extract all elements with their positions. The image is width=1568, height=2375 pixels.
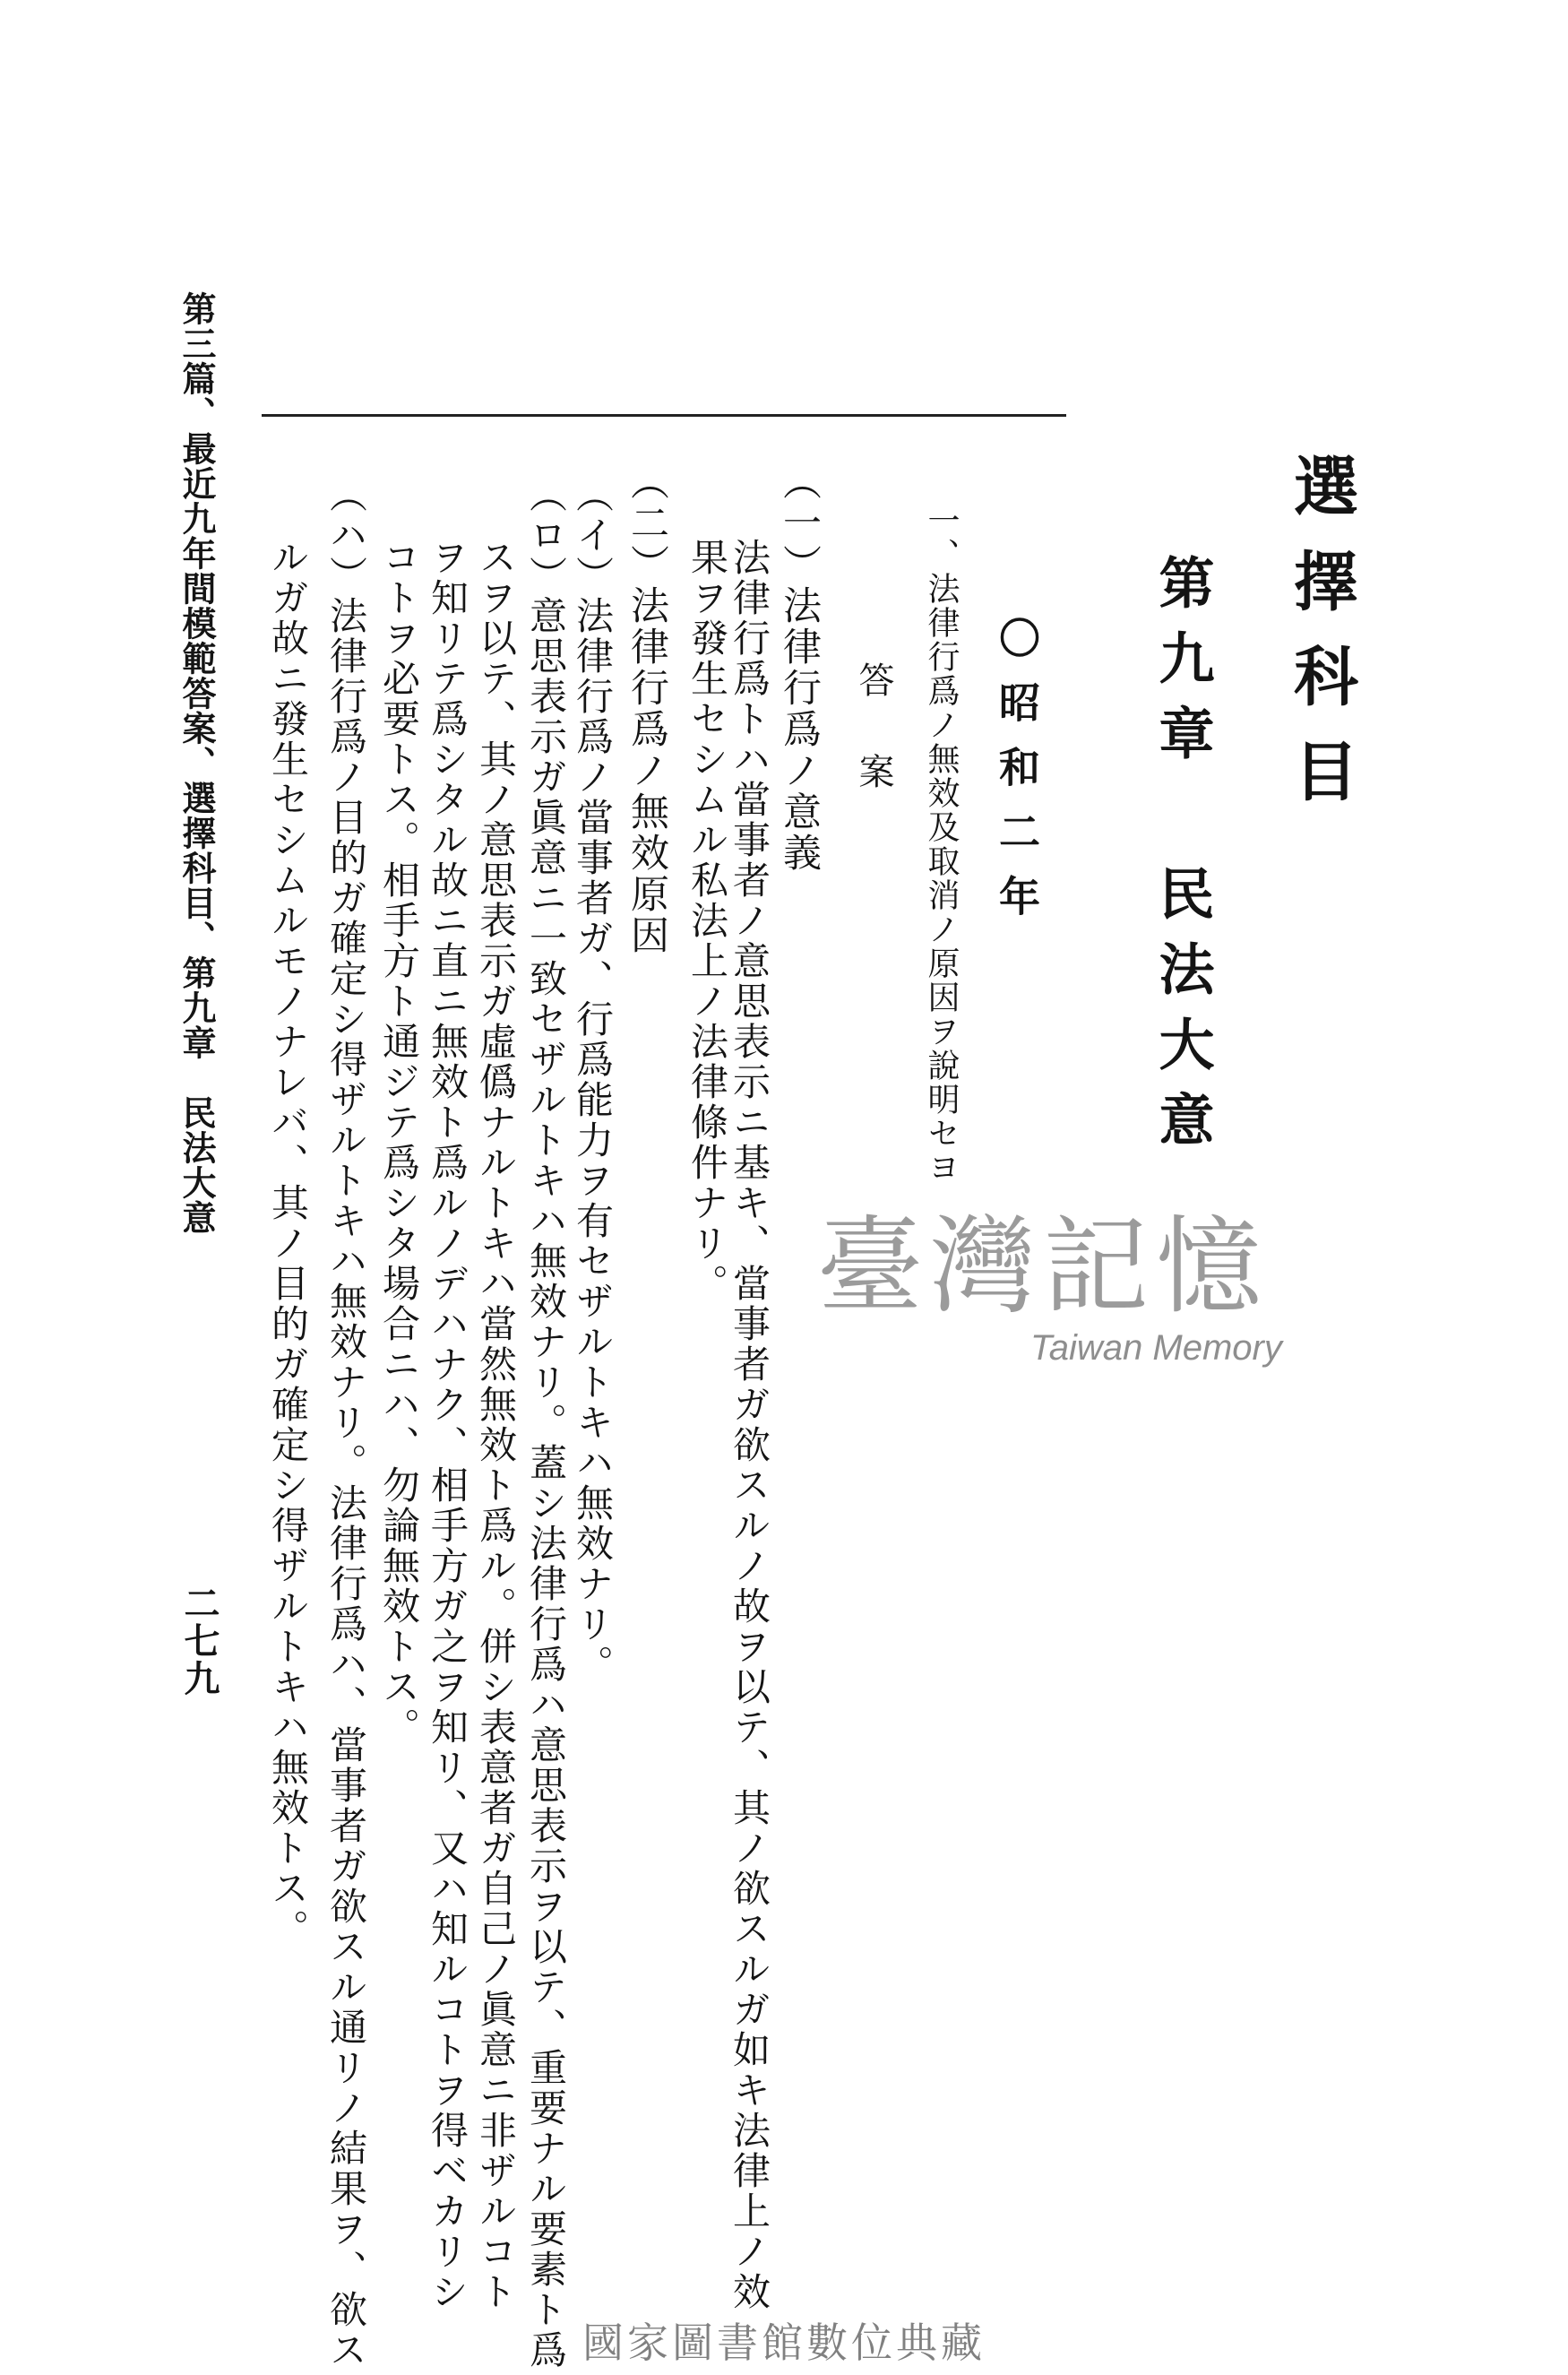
- exam-year: 〇昭和二年: [993, 617, 1041, 939]
- watermark-caption: Taiwan Memory: [1030, 1328, 1282, 1368]
- page-number: 二七九: [178, 1585, 220, 1697]
- item-ro-line-3: ヲ知リテ爲シタル故ニ直ニ無效ト爲ルノデハナク、相手方ガ之ヲ知リ、又ハ知ルコトヲ得ベカリシ: [426, 538, 470, 2312]
- paragraph-1-line-1: 法律行爲トハ當事者ノ意思表示ニ基キ、當事者ガ欲スルノ故ヲ以テ、其ノ欲スルガ如キ法律上ノ效: [728, 538, 771, 2312]
- footer-credit: 國家圖書館數位典藏: [582, 2319, 986, 2367]
- chapter-title: 第九章 民法大意: [1150, 554, 1215, 1166]
- paragraph-1-line-2: 果ヲ發生セシムル私法上ノ法律條件ナリ。: [685, 538, 729, 1304]
- item-ro-line-1: （ロ）意思表示ガ眞意ニ一致セザルトキハ無效ナリ。蓋シ法律行爲ハ意思表示ヲ以テ、重要ナル要素ト爲: [524, 475, 568, 2371]
- running-head: 第三篇、最近九年間模範答案、選擇科目、第九章 民法大意: [177, 291, 217, 1235]
- item-ha-line-1: （ハ）法律行爲ノ目的ガ確定シ得ザルトキハ無效ナリ。法律行爲ハ、當事者ガ欲スル通リノ結果ヲ、欲ス: [324, 475, 368, 2371]
- question: 一、法律行爲ノ無效及取消ノ原因ヲ說明セヨ: [923, 504, 960, 1185]
- item-i: （イ）法律行爲ノ當事者ガ、行爲能力ヲ有セザルトキハ無效ナリ。: [571, 475, 615, 1685]
- item-ha-line-2: ルガ故ニ發生セシムルモノナレバ、其ノ目的ガ確定シ得ザルトキハ無效トス。: [266, 538, 310, 1949]
- heading-2: （二）法律行爲ノ無效原因: [625, 462, 669, 956]
- section-title: 選擇科目: [1283, 453, 1359, 833]
- heading-1: （一）法律行爲ノ意義: [777, 462, 822, 874]
- item-ro-line-4: コトヲ必要トス。相手方ト通ジテ爲シタ場合ニハ、勿論無效トス。: [377, 538, 421, 1748]
- answer-label: 答案: [853, 661, 894, 844]
- header-rule: [262, 414, 1066, 417]
- item-ro-line-2: スヲ以テ、其ノ意思表示ガ虛僞ナルトキハ當然無效ト爲ル。併シ表意者ガ自己ノ眞意ニ非ザルコト: [474, 538, 518, 2312]
- watermark-logo: 臺灣記憶: [817, 1205, 1270, 1328]
